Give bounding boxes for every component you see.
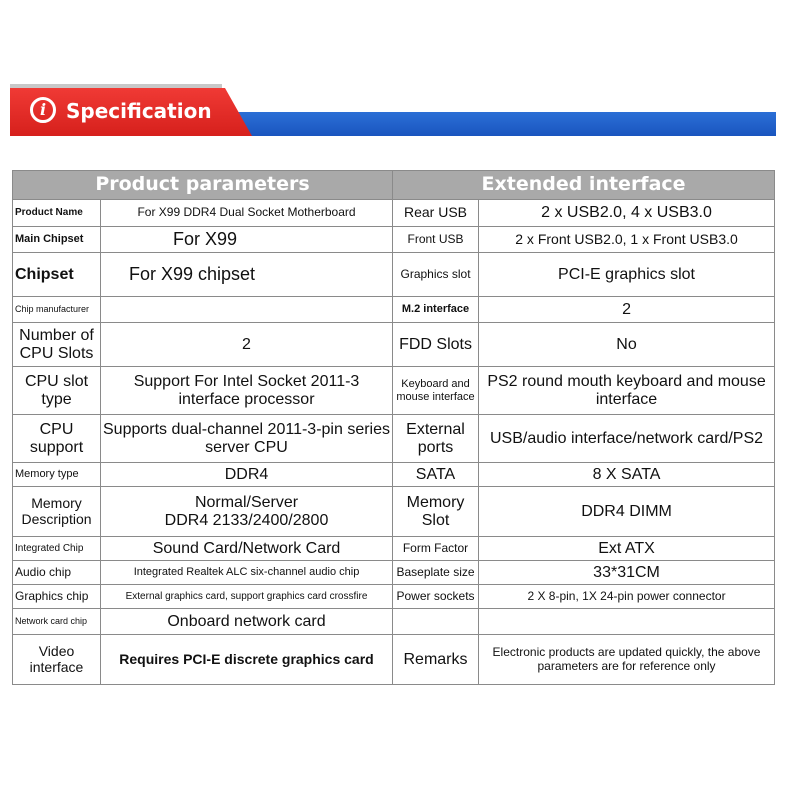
value-cell: For X99 (101, 227, 393, 253)
table-row (13, 561, 775, 585)
table-row (13, 367, 775, 415)
table-row (13, 200, 775, 227)
key-cell: Memory Slot (393, 487, 479, 537)
key-cell: Memory Description (13, 487, 101, 537)
value-cell: For X99 DDR4 Dual Socket Motherboard (101, 200, 393, 227)
info-icon: i (30, 97, 56, 123)
memory-desc-line-2: DDR4 2133/2400/2800 (164, 511, 329, 529)
value-cell: No (479, 323, 775, 367)
key-cell: Graphics chip (13, 585, 101, 609)
table-header-row (13, 171, 775, 200)
table-row (13, 297, 775, 323)
value-cell: 2 x USB2.0, 4 x USB3.0 (479, 200, 775, 227)
value-cell: Requires PCI-E discrete graphics card (101, 635, 393, 685)
value-cell: 8 X SATA (479, 463, 775, 487)
header-product-parameters: Product parameters (13, 171, 393, 200)
value-cell: 2 (101, 323, 393, 367)
value-cell: Support For Intel Socket 2011-3 interface processor (101, 367, 393, 415)
value-cell (101, 297, 393, 323)
key-cell: Video interface (13, 635, 101, 685)
value-cell: External graphics card, support graphics card crossfire (101, 585, 393, 609)
value-cell: DDR4 (101, 463, 393, 487)
key-cell: Chip manufacturer (13, 297, 101, 323)
spec-banner (10, 84, 776, 140)
key-cell: Network card chip (13, 609, 101, 635)
key-cell (393, 609, 479, 635)
table-row (13, 253, 775, 297)
key-cell: External ports (393, 415, 479, 463)
value-cell: 2 X 8-pin, 1X 24-pin power connector (479, 585, 775, 609)
key-cell: SATA (393, 463, 479, 487)
value-cell: 2 (479, 297, 775, 323)
table-row (13, 635, 775, 685)
key-cell: Chipset (13, 253, 101, 297)
key-cell: CPU support (13, 415, 101, 463)
value-cell (101, 487, 393, 537)
value-cell: Ext ATX (479, 537, 775, 561)
value-cell: DDR4 DIMM (479, 487, 775, 537)
key-cell: Main Chipset (13, 227, 101, 253)
table-row (13, 463, 775, 487)
value-cell: USB/audio interface/network card/PS2 (479, 415, 775, 463)
key-cell: Form Factor (393, 537, 479, 561)
table-row (13, 227, 775, 253)
page-title: Specification (66, 99, 212, 123)
value-cell: For X99 chipset (101, 253, 393, 297)
value-cell: PS2 round mouth keyboard and mouse interface (479, 367, 775, 415)
value-cell: 33*31CM (479, 561, 775, 585)
table-row (13, 609, 775, 635)
table-row (13, 487, 775, 537)
key-cell: FDD Slots (393, 323, 479, 367)
header-extended-interface: Extended interface (393, 171, 775, 200)
key-cell: M.2 interface (393, 297, 479, 323)
value-cell: Supports dual-channel 2011-3-pin series server CPU (101, 415, 393, 463)
value-cell: Integrated Realtek ALC six-channel audio chip (101, 561, 393, 585)
table-row (13, 585, 775, 609)
key-cell: Power sockets (393, 585, 479, 609)
table-row (13, 415, 775, 463)
table-row (13, 537, 775, 561)
key-cell: Integrated Chip (13, 537, 101, 561)
spec-table (12, 170, 775, 685)
key-cell: Number of CPU Slots (13, 323, 101, 367)
key-cell: Remarks (393, 635, 479, 685)
key-cell: Memory type (13, 463, 101, 487)
value-cell: Onboard network card (101, 609, 393, 635)
key-cell: Keyboard and mouse interface (393, 367, 479, 415)
key-cell: Front USB (393, 227, 479, 253)
value-cell (479, 609, 775, 635)
table-row (13, 323, 775, 367)
value-cell: Electronic products are updated quickly, the above parameters are for reference only (479, 635, 775, 685)
key-cell: CPU slot type (13, 367, 101, 415)
value-cell: 2 x Front USB2.0, 1 x Front USB3.0 (479, 227, 775, 253)
memory-desc-line-1: Normal/Server (194, 493, 299, 511)
value-cell: PCI-E graphics slot (479, 253, 775, 297)
value-cell: Sound Card/Network Card (101, 537, 393, 561)
key-cell: Rear USB (393, 200, 479, 227)
key-cell: Audio chip (13, 561, 101, 585)
key-cell: Graphics slot (393, 253, 479, 297)
key-cell: Baseplate size (393, 561, 479, 585)
key-cell: Product Name (13, 200, 101, 227)
